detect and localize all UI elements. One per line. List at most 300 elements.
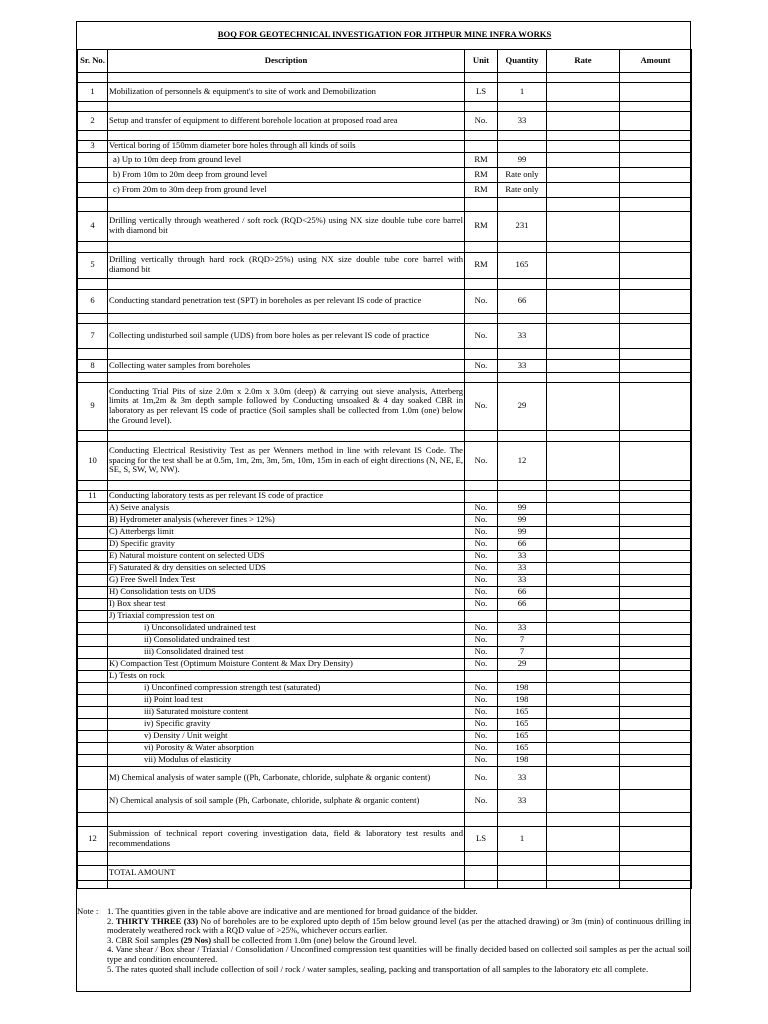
unit-cell: No. (465, 441, 498, 480)
spacer-cell (78, 430, 108, 441)
spacer-cell (620, 372, 692, 382)
note-3-bold: (29 Nos) (180, 934, 212, 945)
unit-cell: LS (465, 82, 498, 101)
amount-cell (620, 754, 692, 766)
sr-no-cell (78, 706, 108, 718)
amount-cell (620, 382, 692, 430)
unit-cell (465, 490, 498, 502)
amount-cell (620, 622, 692, 634)
quantity-cell: 1 (498, 826, 547, 851)
sr-no-cell (78, 526, 108, 538)
amount-cell (620, 289, 692, 313)
sr-no-cell: 4 (78, 211, 108, 241)
spacer-cell (620, 430, 692, 441)
spacer-cell (465, 101, 498, 111)
spacer-cell (620, 313, 692, 323)
table-row (78, 826, 692, 851)
sr-no-cell: 5 (78, 252, 108, 278)
spacer-row (78, 278, 692, 289)
quantity-cell: 165 (498, 742, 547, 754)
description-cell: i) Unconsolidated undrained test (108, 622, 465, 634)
table-row (78, 167, 692, 182)
rate-cell (547, 140, 620, 152)
table-row (78, 441, 692, 480)
amount-cell (620, 742, 692, 754)
rate-cell (547, 526, 620, 538)
rate-cell (547, 766, 620, 789)
table-row (78, 730, 692, 742)
table-row (78, 359, 692, 372)
unit-cell: No. (465, 111, 498, 130)
amount-cell (620, 766, 692, 789)
rate-cell (547, 574, 620, 586)
spacer-cell (108, 130, 465, 140)
quantity-cell: 66 (498, 586, 547, 598)
quantity-cell: 29 (498, 658, 547, 670)
spacer-cell (498, 197, 547, 211)
note-3-text: shall be collected from 1.0m (one) below the Ground level. (211, 934, 417, 945)
note-5: 5. The rates quoted shall include collection of soil / rock / water samples, sealing, packing and transportation of all samples to the laboratory etc all complete. (107, 963, 649, 974)
spacer-row (78, 430, 692, 441)
table-row (78, 152, 692, 167)
spacer-cell (108, 313, 465, 323)
header-sr-no: Sr. No. (78, 49, 108, 72)
table-row (78, 598, 692, 610)
spacer-cell (498, 851, 547, 865)
spacer-cell (498, 812, 547, 826)
unit-cell: No. (465, 526, 498, 538)
rate-cell (547, 211, 620, 241)
table-row (78, 634, 692, 646)
total-qty-cell (498, 865, 547, 880)
spacer-cell (78, 130, 108, 140)
quantity-cell: 33 (498, 323, 547, 348)
amount-cell (620, 550, 692, 562)
spacer-cell (547, 130, 620, 140)
note-2 (107, 917, 690, 936)
rate-cell (547, 694, 620, 706)
table-row (78, 182, 692, 197)
total-sr-cell (78, 865, 108, 880)
spacer-cell (547, 812, 620, 826)
spacer-row (78, 812, 692, 826)
quantity-cell: 165 (498, 718, 547, 730)
spacer-row (78, 348, 692, 359)
description-cell: Vertical boring of 150mm diameter bore holes through all kinds of soils (108, 140, 465, 152)
unit-cell: RM (465, 167, 498, 182)
table-row (78, 382, 692, 430)
spacer-cell (620, 278, 692, 289)
table-row (78, 211, 692, 241)
quantity-cell: 165 (498, 252, 547, 278)
boq-table (77, 22, 692, 889)
spacer-cell (620, 880, 692, 888)
table-body (78, 72, 692, 888)
quantity-cell: 165 (498, 730, 547, 742)
spacer-row (78, 101, 692, 111)
table-row (78, 514, 692, 526)
rate-cell (547, 359, 620, 372)
amount-cell (620, 694, 692, 706)
amount-cell (620, 111, 692, 130)
total-unit-cell (465, 865, 498, 880)
unit-cell: No. (465, 574, 498, 586)
table-row (78, 490, 692, 502)
header-description: Description (108, 49, 465, 72)
description-cell: Conducting laboratory tests as per relevant IS code of practice (108, 490, 465, 502)
sr-no-cell (78, 562, 108, 574)
quantity-cell: 12 (498, 441, 547, 480)
spacer-row (78, 130, 692, 140)
spacer-cell (620, 241, 692, 252)
note-4: 4. Vane shear / Box shear / Triaxial / Consolidation / Unconfined compression test quantities will be finally decided based on collected soil samples as per the actual soil type and condition encountered. (107, 944, 690, 964)
description-cell: ii) Point load test (108, 694, 465, 706)
description-cell: i) Unconfined compression strength test (saturated) (108, 682, 465, 694)
table-row (78, 766, 692, 789)
spacer-cell (465, 851, 498, 865)
unit-cell: No. (465, 634, 498, 646)
spacer-cell (78, 880, 108, 888)
total-rate-cell (547, 865, 620, 880)
unit-cell: No. (465, 789, 498, 812)
table-row (78, 562, 692, 574)
notes-label: Note : (77, 906, 99, 916)
spacer-cell (108, 241, 465, 252)
quantity-cell: 33 (498, 789, 547, 812)
table-row (78, 646, 692, 658)
quantity-cell: 66 (498, 289, 547, 313)
description-cell: E) Natural moisture content on selected UDS (108, 550, 465, 562)
spacer-cell (620, 851, 692, 865)
sr-no-cell (78, 718, 108, 730)
amount-cell (620, 610, 692, 622)
description-cell: iii) Consolidated drained test (108, 646, 465, 658)
rate-cell (547, 182, 620, 197)
spacer-cell (465, 197, 498, 211)
spacer-cell (498, 880, 547, 888)
spacer-row (78, 372, 692, 382)
amount-cell (620, 826, 692, 851)
amount-cell (620, 538, 692, 550)
spacer-cell (547, 101, 620, 111)
rate-cell (547, 742, 620, 754)
unit-cell: No. (465, 538, 498, 550)
spacer-cell (498, 278, 547, 289)
spacer-cell (498, 241, 547, 252)
spacer-cell (498, 130, 547, 140)
rate-cell (547, 682, 620, 694)
spacer-cell (498, 313, 547, 323)
unit-cell: No. (465, 562, 498, 574)
quantity-cell: 99 (498, 514, 547, 526)
sr-no-cell (78, 550, 108, 562)
rate-cell (547, 538, 620, 550)
spacer-cell (465, 72, 498, 82)
table-row (78, 252, 692, 278)
unit-cell: RM (465, 211, 498, 241)
description-cell: M) Chemical analysis of water sample ((Ph, Carbonate, chloride, sulphate & organic content) (108, 766, 465, 789)
sr-no-cell: 10 (78, 441, 108, 480)
sr-no-cell: 9 (78, 382, 108, 430)
unit-cell: RM (465, 152, 498, 167)
sr-no-cell (78, 586, 108, 598)
rate-cell (547, 598, 620, 610)
spacer-cell (547, 197, 620, 211)
description-cell: Mobilization of personnels & equipment's to site of work and Demobilization (108, 82, 465, 101)
spacer-row (78, 72, 692, 82)
spacer-cell (620, 72, 692, 82)
spacer-cell (78, 101, 108, 111)
amount-cell (620, 646, 692, 658)
sr-no-cell (78, 694, 108, 706)
quantity-cell: 66 (498, 538, 547, 550)
spacer-cell (465, 278, 498, 289)
rate-cell (547, 658, 620, 670)
description-cell: L) Tests on rock (108, 670, 465, 682)
sr-no-cell (78, 754, 108, 766)
description-cell: D) Specific gravity (108, 538, 465, 550)
rate-cell (547, 502, 620, 514)
description-cell: iii) Saturated moisture content (108, 706, 465, 718)
rate-cell (547, 382, 620, 430)
table-row (78, 658, 692, 670)
quantity-cell: 66 (498, 598, 547, 610)
description-cell: v) Density / Unit weight (108, 730, 465, 742)
spacer-cell (498, 348, 547, 359)
amount-cell (620, 789, 692, 812)
quantity-cell: 7 (498, 634, 547, 646)
spacer-cell (465, 348, 498, 359)
unit-cell (465, 610, 498, 622)
quantity-cell: Rate only (498, 182, 547, 197)
amount-cell (620, 658, 692, 670)
spacer-cell (108, 430, 465, 441)
quantity-cell: 198 (498, 682, 547, 694)
quantity-cell: 33 (498, 562, 547, 574)
spacer-cell (108, 372, 465, 382)
description-cell: Collecting water samples from boreholes (108, 359, 465, 372)
quantity-cell (498, 670, 547, 682)
header-amount: Amount (620, 49, 692, 72)
description-cell: N) Chemical analysis of soil sample (Ph, Carbonate, chloride, sulphate & organic content) (108, 789, 465, 812)
spacer-cell (620, 348, 692, 359)
description-cell: C) Atterbergs limit (108, 526, 465, 538)
spacer-row (78, 313, 692, 323)
amount-cell (620, 182, 692, 197)
quantity-cell: 198 (498, 754, 547, 766)
unit-cell: No. (465, 694, 498, 706)
spacer-cell (78, 313, 108, 323)
rate-cell (547, 490, 620, 502)
description-cell: vi) Porosity & Water absorption (108, 742, 465, 754)
amount-cell (620, 586, 692, 598)
total-label: TOTAL AMOUNT (108, 865, 465, 880)
rate-cell (547, 718, 620, 730)
spacer-cell (547, 313, 620, 323)
description-cell: c) From 20m to 30m deep from ground level (108, 182, 465, 197)
quantity-cell (498, 140, 547, 152)
quantity-cell: 99 (498, 152, 547, 167)
spacer-row (78, 851, 692, 865)
spacer-cell (78, 348, 108, 359)
rate-cell (547, 610, 620, 622)
table-row (78, 289, 692, 313)
unit-cell: No. (465, 682, 498, 694)
amount-cell (620, 670, 692, 682)
spacer-row (78, 480, 692, 490)
table-row (78, 694, 692, 706)
spacer-cell (498, 480, 547, 490)
spacer-cell (108, 880, 465, 888)
sr-no-cell (78, 610, 108, 622)
sr-no-cell (78, 152, 108, 167)
spacer-cell (108, 197, 465, 211)
sr-no-cell (78, 574, 108, 586)
rate-cell (547, 550, 620, 562)
amount-cell (620, 359, 692, 372)
table-row (78, 526, 692, 538)
spacer-cell (78, 372, 108, 382)
spacer-cell (465, 430, 498, 441)
unit-cell: No. (465, 514, 498, 526)
description-cell: Conducting Electrical Resistivity Test as per Wenners method in line with relevant IS Code. The spacing for the test shall be at 0.5m, 1m, 2m, 3m, 5m, 10m, 15m in each of eight directions (N, NE, E, SE, S, SW, W, NW). (108, 441, 465, 480)
note-2-prefix: 2. (107, 915, 116, 926)
amount-cell (620, 526, 692, 538)
sr-no-cell: 3 (78, 140, 108, 152)
sr-no-cell (78, 682, 108, 694)
sr-no-cell (78, 167, 108, 182)
rate-cell (547, 646, 620, 658)
spacer-cell (108, 480, 465, 490)
spacer-cell (547, 430, 620, 441)
quantity-cell: 33 (498, 111, 547, 130)
unit-cell: No. (465, 382, 498, 430)
spacer-cell (465, 130, 498, 140)
sr-no-cell (78, 502, 108, 514)
table-row (78, 754, 692, 766)
amount-cell (620, 706, 692, 718)
description-cell: J) Triaxial compression test on (108, 610, 465, 622)
description-cell: Conducting standard penetration test (SPT) in boreholes as per relevant IS code of practice (108, 289, 465, 313)
rate-cell (547, 706, 620, 718)
quantity-cell: 7 (498, 646, 547, 658)
rate-cell (547, 252, 620, 278)
rate-cell (547, 111, 620, 130)
description-cell: vii) Modulus of elasticity (108, 754, 465, 766)
spacer-cell (465, 313, 498, 323)
amount-cell (620, 140, 692, 152)
table-row (78, 706, 692, 718)
quantity-cell: Rate only (498, 167, 547, 182)
description-cell: Conducting Trial Pits of size 2.0m x 2.0m x 3.0m (deep) & carrying out sieve analysis, Atterberg limits at 1m,2m & 3m depth sample followed by Conducting unsoaked & 4 day soaked CBR in laboratory as per relevant IS code of practice (Soil samples shall be collected from 1.0m (one) below the Ground level). (108, 382, 465, 430)
sr-no-cell: 6 (78, 289, 108, 313)
spacer-cell (547, 72, 620, 82)
spacer-cell (465, 812, 498, 826)
rate-cell (547, 634, 620, 646)
unit-cell: No. (465, 359, 498, 372)
boq-sheet (76, 21, 691, 992)
quantity-cell: 165 (498, 706, 547, 718)
sr-no-cell (78, 670, 108, 682)
spacer-cell (78, 278, 108, 289)
unit-cell: No. (465, 742, 498, 754)
quantity-cell: 231 (498, 211, 547, 241)
unit-cell: No. (465, 718, 498, 730)
description-cell: K) Compaction Test (Optimum Moisture Content & Max Dry Density) (108, 658, 465, 670)
rate-cell (547, 289, 620, 313)
table-row (78, 140, 692, 152)
amount-cell (620, 211, 692, 241)
sr-no-cell (78, 634, 108, 646)
spacer-cell (465, 480, 498, 490)
unit-cell (465, 140, 498, 152)
quantity-cell: 33 (498, 622, 547, 634)
quantity-cell: 99 (498, 502, 547, 514)
description-cell: a) Up to 10m deep from ground level (108, 152, 465, 167)
unit-cell: No. (465, 766, 498, 789)
unit-cell: No. (465, 586, 498, 598)
note-2-bold: THIRTY THREE (33) (115, 915, 199, 926)
header-quantity: Quantity (498, 49, 547, 72)
description-cell: Submission of technical report covering investigation data, field & laboratory test results and recommendations (108, 826, 465, 851)
rate-cell (547, 441, 620, 480)
quantity-cell: 33 (498, 359, 547, 372)
description-cell: Collecting undisturbed soil sample (UDS) from bore holes as per relevant IS code of practice (108, 323, 465, 348)
unit-cell: No. (465, 730, 498, 742)
spacer-cell (108, 348, 465, 359)
spacer-cell (78, 241, 108, 252)
spacer-cell (498, 372, 547, 382)
spacer-cell (78, 480, 108, 490)
table-row (78, 789, 692, 812)
sr-no-cell: 7 (78, 323, 108, 348)
spacer-cell (78, 197, 108, 211)
spacer-cell (547, 241, 620, 252)
quantity-cell: 198 (498, 694, 547, 706)
unit-cell: LS (465, 826, 498, 851)
amount-cell (620, 634, 692, 646)
amount-cell (620, 490, 692, 502)
rate-cell (547, 789, 620, 812)
quantity-cell: 33 (498, 550, 547, 562)
spacer-cell (78, 812, 108, 826)
amount-cell (620, 682, 692, 694)
quantity-cell: 33 (498, 574, 547, 586)
sr-no-cell (78, 514, 108, 526)
description-cell: A) Seive analysis (108, 502, 465, 514)
spacer-cell (108, 278, 465, 289)
description-cell: Drilling vertically through weathered / soft rock (RQD<25%) using NX size double tube core barrel with diamond bit (108, 211, 465, 241)
spacer-cell (547, 348, 620, 359)
spacer-cell (108, 812, 465, 826)
spacer-cell (547, 480, 620, 490)
rate-cell (547, 82, 620, 101)
description-cell: I) Box shear test (108, 598, 465, 610)
unit-cell: No. (465, 550, 498, 562)
rate-cell (547, 514, 620, 526)
spacer-cell (547, 372, 620, 382)
table-row (78, 622, 692, 634)
header-unit: Unit (465, 49, 498, 72)
sr-no-cell (78, 598, 108, 610)
spacer-row (78, 880, 692, 888)
table-row (78, 670, 692, 682)
rate-cell (547, 826, 620, 851)
quantity-cell (498, 610, 547, 622)
rate-cell (547, 670, 620, 682)
amount-cell (620, 441, 692, 480)
sr-no-cell: 1 (78, 82, 108, 101)
